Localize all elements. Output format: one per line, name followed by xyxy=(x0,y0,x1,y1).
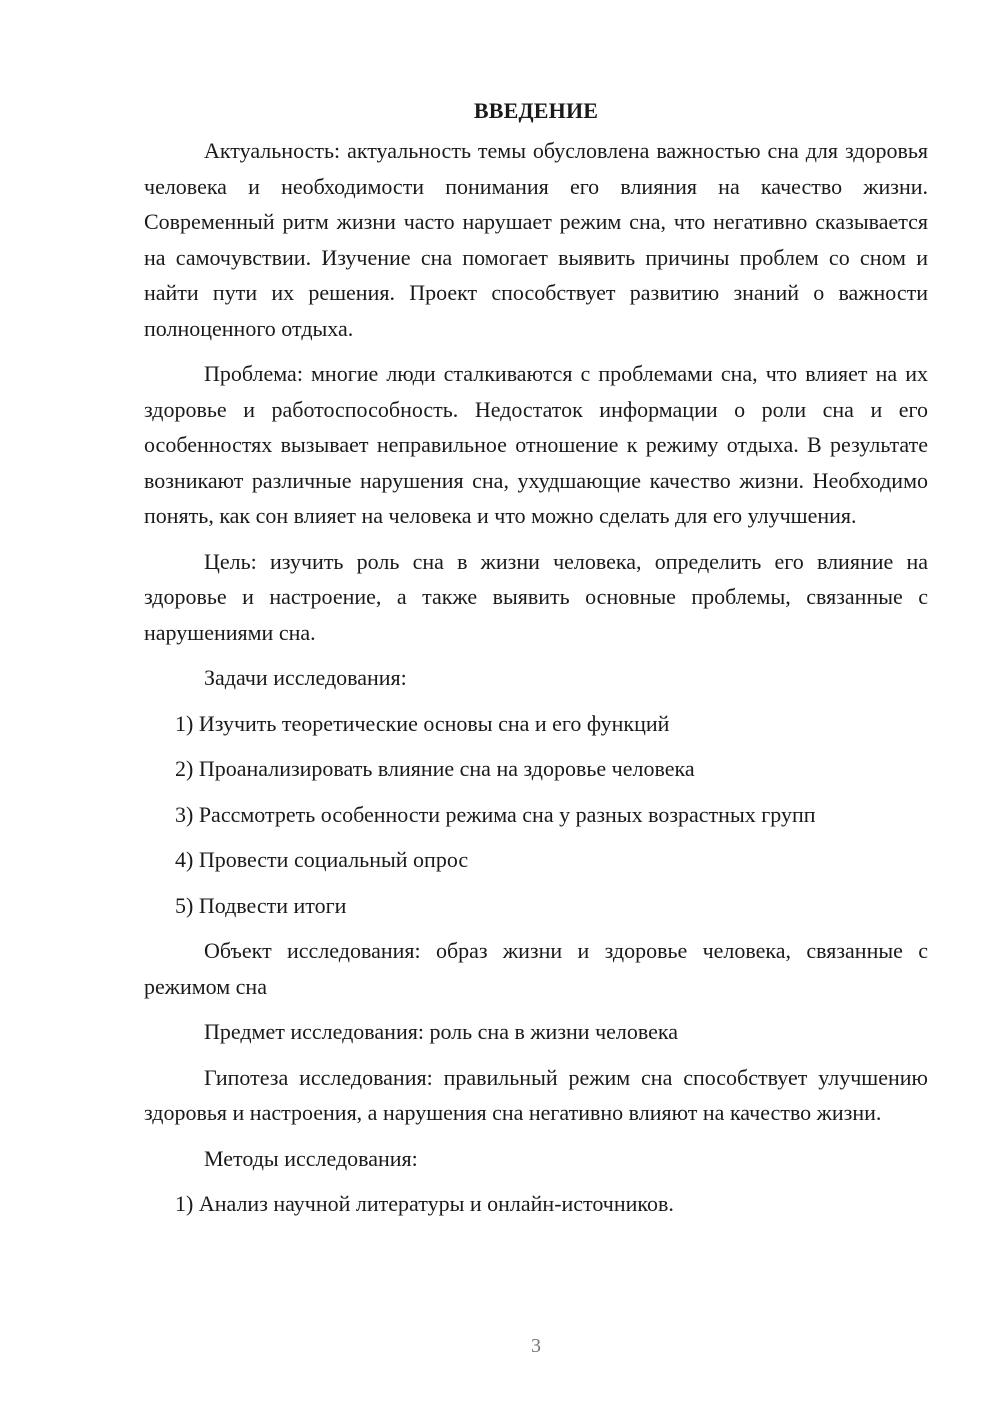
subject-paragraph: Предмет исследования: роль сна в жизни человека xyxy=(204,1019,679,1044)
list-item: 4) Провести социальный опрос xyxy=(175,847,469,872)
methods-list xyxy=(144,1186,928,1222)
relevance-paragraph: Актуальность: актуальность темы обусловлена важностью сна для здоровья человека и необходимости понимания его влияния на качество жизни. Современный ритм жизни часто нарушает режим сна, что негативно сказывается на самочувствии. Изучение сна помогает выявить причины проблем со сном и найти пути их решения. Проект способствует развитию знаний о важности полноценного отдыха. xyxy=(144,138,928,341)
list-item: 1) Изучить теоретические основы сна и его функций xyxy=(175,710,670,736)
list-item: 2) Проанализировать влияние сна на здоровье человека xyxy=(175,756,695,781)
page-number: 3 xyxy=(531,1335,541,1357)
problem-paragraph: Проблема: многие люди сталкиваются с проблемами сна, что влияет на их здоровье и работоспособность. Недостаток информации о роли сна и его особенностях вызывает неправильное отношение к режиму отдыха. В результате возникают различные нарушения сна, ухудшающие качество жизни. Необходимо понять, как сон влияет на человека и что можно сделать для его улучшения. xyxy=(144,361,928,528)
list-item: 3) Рассмотреть особенности режима сна у разных возрастных групп xyxy=(175,801,816,827)
hypothesis-paragraph: Гипотеза исследования: правильный режим сна способствует улучшению здоровья и настроения, а нарушения сна негативно влияют на качество жизни. xyxy=(144,1064,928,1125)
list-item: 1) Анализ научной литературы и онлайн-источников. xyxy=(175,1191,674,1216)
methods-heading: Методы исследования: xyxy=(204,1145,418,1171)
section-title: ВВЕДЕНИЕ xyxy=(473,98,599,123)
document-page xyxy=(144,93,928,1232)
tasks-heading: Задачи исследования: xyxy=(204,665,407,690)
goal-paragraph: Цель: изучить роль сна в жизни человека, определить его влияние на здоровье и настроение, а также выявить основные проблемы, связанные с нарушениями сна. xyxy=(144,548,928,645)
object-paragraph: Объект исследования: образ жизни и здоровье человека, связанные с режимом сна xyxy=(144,938,928,999)
tasks-list xyxy=(144,706,928,924)
list-item: 5) Подвести итоги xyxy=(175,892,347,918)
